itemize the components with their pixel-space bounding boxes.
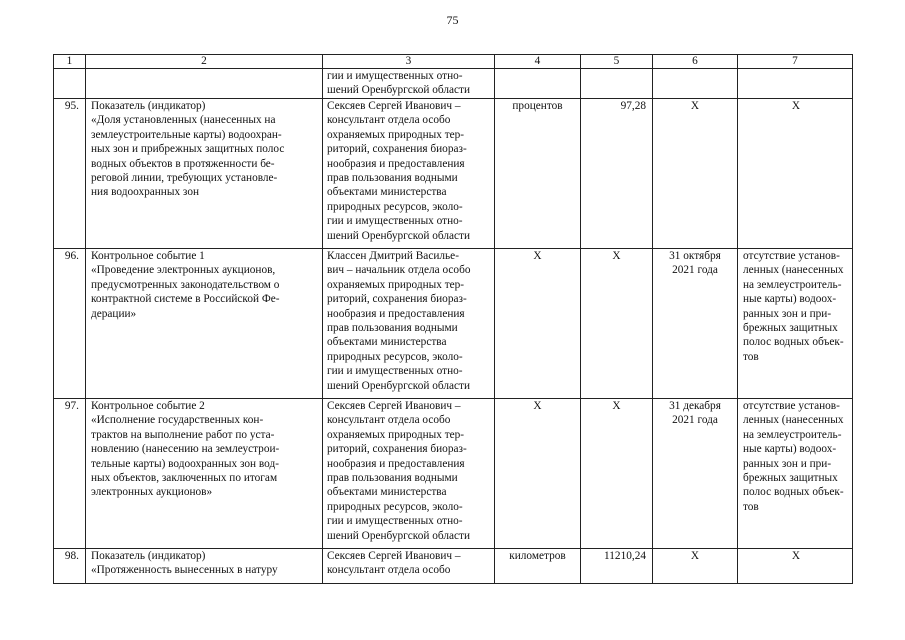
cell-result [738,69,853,99]
cell-unit: процентов [495,99,581,249]
cell-name: Контрольное событие 1 «Проведение электронных аукционов, предусмотренных законодательством о контрактной системе в Российской Фе- дерации» [86,249,323,399]
column-header: 1 [54,55,86,69]
cell-name: Контрольное событие 2 «Исполнение государственных кон- трактов на выполнение работ по уста- новлению (нанесению на землеустрои- тельные карты) водоохранных зон вод- ных объектов, заключенных по итогам электронных аукционов» [86,399,323,549]
cell-unit: километров [495,549,581,584]
cell-value: X [581,249,653,399]
cell-result: X [738,99,853,249]
cell-responsible: Сексяев Сергей Иванович – консультант отдела особо охраняемых природных тер- риторий, сохранения биораз- нообразия и предоставления прав пользования водными объектами министерства природных ресурсов, эколо- гии и имущественных отно- шений Оренбургской области [323,399,495,549]
cell-num [54,69,86,99]
continuation-row [54,69,853,99]
table-row [54,399,853,549]
cell-num: 95. [54,99,86,249]
cell-date: 31 декабря 2021 года [653,399,738,549]
cell-num: 97. [54,399,86,549]
cell-date [653,69,738,99]
cell-unit: X [495,399,581,549]
cell-date: X [653,99,738,249]
column-header: 3 [323,55,495,69]
cell-result: отсутствие установ- ленных (нанесенных на землеустроитель- ные карты) водоох- ранных зон и при- брежных защитных полос водных объек- тов [738,399,853,549]
cell-responsible: Сексяев Сергей Иванович – консультант отдела особо [323,549,495,584]
cell-value [581,69,653,99]
cell-responsible: Классен Дмитрий Василье- вич – начальник отдела особо охраняемых природных тер- риторий, сохранения биораз- нообразия и предоставления прав пользования водными объектами министерства природных ресурсов, эколо- гии и имущественных отно- шений Оренбургской области [323,249,495,399]
cell-unit [495,69,581,99]
cell-responsible: Сексяев Сергей Иванович – консультант отдела особо охраняемых природных тер- риторий, сохранения биораз- нообразия и предоставления прав пользования водными объектами министерства природных ресурсов, эколо- гии и имущественных отно- шений Оренбургской области [323,99,495,249]
column-header: 5 [581,55,653,69]
page-number: 75 [446,13,459,27]
column-header: 7 [738,55,853,69]
table-row [54,99,853,249]
cell-value: 97,28 [581,99,653,249]
indicators-table [53,54,853,584]
column-header: 4 [495,55,581,69]
cell-responsible: гии и имущественных отно- шений Оренбургской области [323,69,495,99]
cell-name [86,69,323,99]
cell-date: 31 октября 2021 года [653,249,738,399]
table-row [54,549,853,584]
table-row [54,249,853,399]
cell-result: отсутствие установ- ленных (нанесенных на землеустроитель- ные карты) водоох- ранных зон и при- брежных защитных полос водных объек- тов [738,249,853,399]
cell-date: X [653,549,738,584]
cell-num: 96. [54,249,86,399]
cell-result: X [738,549,853,584]
cell-num: 98. [54,549,86,584]
cell-unit: X [495,249,581,399]
cell-value: 11210,24 [581,549,653,584]
column-header: 6 [653,55,738,69]
cell-name: Показатель (индикатор) «Протяженность вынесенных в натуру [86,549,323,584]
cell-name: Показатель (индикатор) «Доля установленных (нанесенных на землеустроительные карты) водоохран- ных зон и прибрежных защитных полос водных объектов в протяженности бе- реговой линии, требующих установле- ния водоохранных зон [86,99,323,249]
column-header: 2 [86,55,323,69]
cell-value: X [581,399,653,549]
column-header-row [54,55,853,69]
